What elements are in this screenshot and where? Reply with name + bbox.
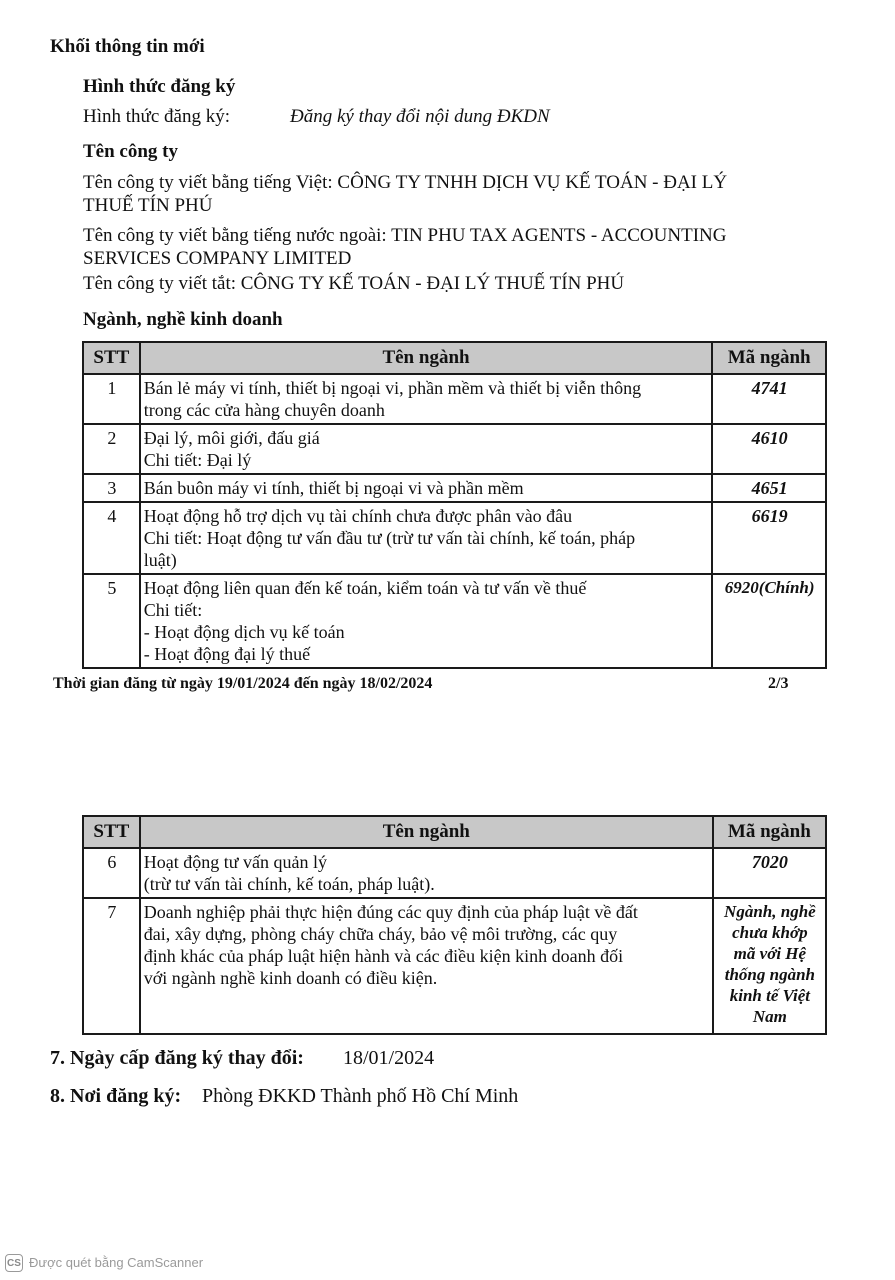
header-code: Mã ngành — [712, 342, 826, 374]
code-note-line: mã với Hệ — [733, 944, 807, 963]
section8-value: Phòng ĐKKD Thành phố Hồ Chí Minh — [202, 1085, 519, 1107]
header-name: Tên ngành — [140, 816, 713, 848]
row-name-line: Chi tiết: Đại lý — [143, 450, 252, 470]
company-name-foreign-line1: Tên công ty viết bằng tiếng nước ngoài: TIN PHU TAX AGENTS - ACCOUNTING — [83, 225, 727, 246]
row-name — [140, 898, 713, 1034]
row-name-line: đai, xây dựng, phòng cháy chữa cháy, bảo vệ môi trường, các quy — [143, 924, 618, 944]
table-row — [83, 474, 826, 502]
row-name — [140, 474, 713, 502]
company-name-short: Tên công ty viết tắt: CÔNG TY KẾ TOÁN - ĐẠI LÝ THUẾ TÍN PHÚ — [83, 273, 625, 294]
row-code: 4651 — [712, 474, 826, 502]
row-name-line: Chi tiết: Hoạt động tư vấn đầu tư (trừ tư vấn tài chính, kế toán, pháp — [143, 528, 636, 548]
industries-table-page2 — [82, 815, 827, 1035]
code-note-line: Ngành, nghề — [724, 902, 816, 921]
registration-form-value: Đăng ký thay đổi nội dung ĐKDN — [290, 106, 550, 127]
header-code: Mã ngành — [713, 816, 826, 848]
row-name-line: trong các cửa hàng chuyên doanh — [143, 400, 385, 420]
company-name-vn-line1: Tên công ty viết bằng tiếng Việt: CÔNG TY TNHH DỊCH VỤ KẾ TOÁN - ĐẠI LÝ — [83, 172, 728, 193]
section7-label: 7. Ngày cấp đăng ký thay đổi: — [50, 1047, 304, 1069]
row-code: 4610 — [712, 424, 826, 474]
registration-form-heading: Hình thức đăng ký — [83, 76, 236, 97]
row-stt: 5 — [83, 574, 140, 668]
code-note-line: kinh tế Việt — [729, 986, 811, 1005]
row-code: 4741 — [712, 374, 826, 424]
row-name-line: (trừ tư vấn tài chính, kế toán, pháp luật). — [143, 874, 435, 894]
section7-value: 18/01/2024 — [343, 1047, 435, 1069]
row-name-line: Bán lẻ máy vi tính, thiết bị ngoại vi, phần mềm và thiết bị viễn thông — [143, 378, 642, 398]
camscanner-watermark: Được quét bằng CamScanner — [29, 1255, 204, 1270]
code-note-line: chưa khớp — [732, 923, 808, 942]
row-name-line: luật) — [143, 550, 177, 570]
row-name-line: Hoạt động tư vấn quản lý — [143, 852, 328, 872]
table-row — [83, 848, 826, 898]
company-name-vn-line2: THUẾ TÍN PHÚ — [83, 195, 213, 216]
row-code: 6619 — [712, 502, 826, 574]
row-name-line: - Hoạt động dịch vụ kế toán — [143, 622, 345, 642]
table-row — [83, 424, 826, 474]
row-name-line: Chi tiết: — [143, 600, 203, 620]
header-stt: STT — [83, 342, 140, 374]
industries-heading: Ngành, nghề kinh doanh — [83, 309, 283, 330]
row-name — [140, 848, 713, 898]
row-stt: 1 — [83, 374, 140, 424]
row-code: 6920(Chính) — [712, 574, 826, 668]
registration-period: Thời gian đăng từ ngày 19/01/2024 đến ngày 18/02/2024 — [53, 675, 433, 692]
registration-form-label: Hình thức đăng ký: — [83, 106, 230, 127]
table-header-row — [83, 342, 826, 374]
row-name — [140, 424, 713, 474]
header-name: Tên ngành — [140, 342, 713, 374]
table-row — [83, 374, 826, 424]
camscanner-logo-icon: CS — [5, 1254, 23, 1272]
block-title: Khối thông tin mới — [50, 36, 205, 57]
row-name — [140, 374, 713, 424]
row-name-line: - Hoạt động đại lý thuế — [143, 644, 311, 664]
row-stt: 2 — [83, 424, 140, 474]
row-name-line: với ngành nghề kinh doanh có điều kiện. — [143, 968, 438, 988]
row-name-line: Hoạt động hỗ trợ dịch vụ tài chính chưa được phân vào đâu — [143, 506, 573, 526]
row-name-line: Doanh nghiệp phải thực hiện đúng các quy định của pháp luật về đất — [143, 902, 638, 922]
row-stt: 4 — [83, 502, 140, 574]
industries-table-page1 — [82, 341, 827, 669]
row-stt: 7 — [83, 898, 140, 1034]
row-stt: 6 — [83, 848, 140, 898]
table-row — [83, 574, 826, 668]
row-name-line: Bán buôn máy vi tính, thiết bị ngoại vi và phần mềm — [143, 478, 524, 498]
code-note-line: Nam — [752, 1007, 787, 1026]
row-code: 7020 — [713, 848, 826, 898]
table-row — [83, 898, 826, 1034]
row-name — [140, 502, 713, 574]
row-name — [140, 574, 713, 668]
table-row — [83, 502, 826, 574]
header-stt: STT — [83, 816, 140, 848]
row-name-line: Hoạt động liên quan đến kế toán, kiểm toán và tư vấn về thuế — [143, 578, 587, 598]
company-heading: Tên công ty — [83, 141, 178, 162]
row-code-note — [713, 898, 826, 1034]
row-stt: 3 — [83, 474, 140, 502]
code-note-line: thống ngành — [724, 965, 815, 984]
section8-label: 8. Nơi đăng ký: — [50, 1085, 182, 1107]
row-name-line: Đại lý, môi giới, đấu giá — [143, 428, 320, 448]
row-name-line: định khác của pháp luật hiện hành và các điều kiện kinh doanh đối — [143, 946, 624, 966]
page-number: 2/3 — [768, 675, 789, 692]
company-name-foreign-line2: SERVICES COMPANY LIMITED — [83, 248, 352, 269]
table-header-row — [83, 816, 826, 848]
